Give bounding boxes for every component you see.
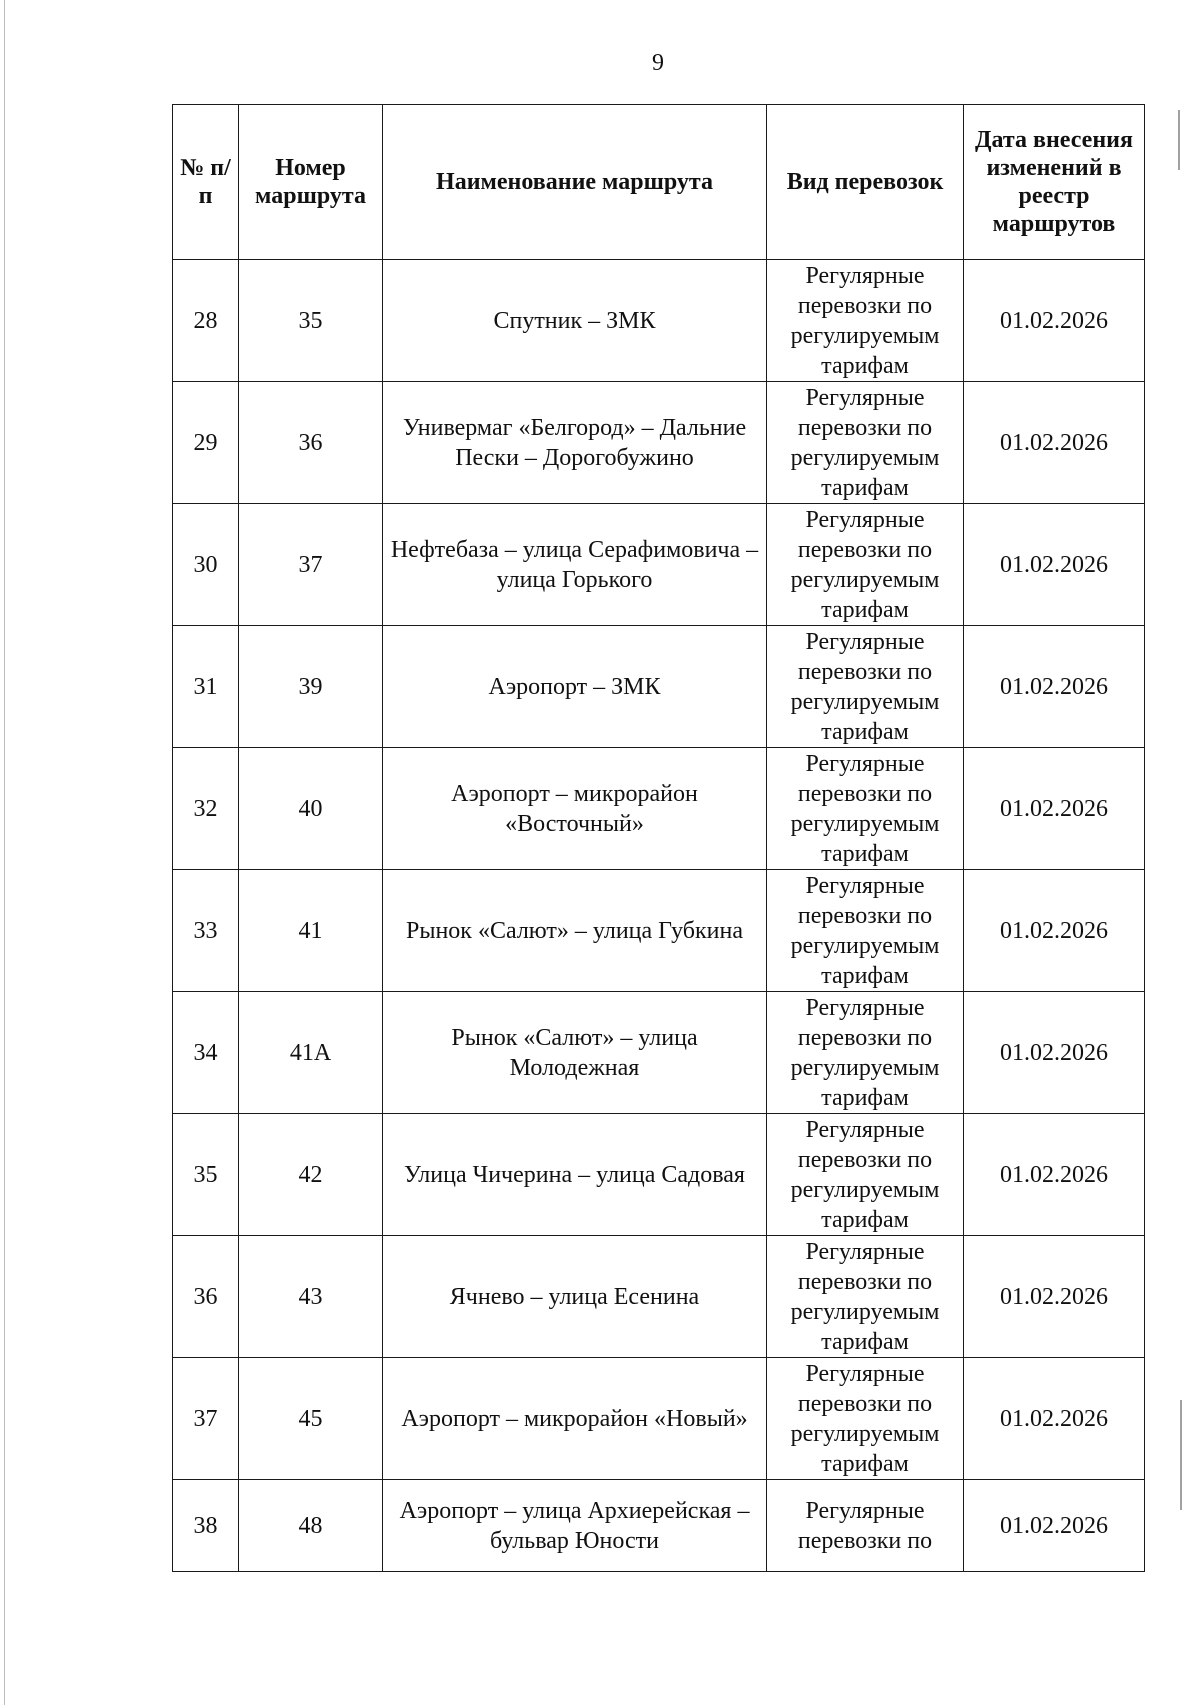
cell-route-number: 39 <box>239 626 383 748</box>
cell-route-number: 41 <box>239 870 383 992</box>
routes-table <box>172 104 1145 1572</box>
header-transport-type: Вид перевозок <box>767 105 964 260</box>
table-row <box>173 992 1145 1114</box>
cell-route-number: 43 <box>239 1236 383 1358</box>
cell-index: 38 <box>173 1480 239 1572</box>
cell-route-number: 35 <box>239 260 383 382</box>
table-row <box>173 382 1145 504</box>
cell-date: 01.02.2026 <box>964 1358 1145 1480</box>
cell-index: 30 <box>173 504 239 626</box>
cell-transport-type: Регулярные перевозки по регулируемым тарифам <box>767 626 964 748</box>
cell-transport-type: Регулярные перевозки по регулируемым тарифам <box>767 260 964 382</box>
cell-route-number: 36 <box>239 382 383 504</box>
cell-date: 01.02.2026 <box>964 1480 1145 1572</box>
table-row <box>173 1480 1145 1572</box>
cell-index: 28 <box>173 260 239 382</box>
cell-route-name: Универмаг «Белгород» – Дальние Пески – Дорогобужино <box>383 382 767 504</box>
cell-transport-type: Регулярные перевозки по регулируемым тарифам <box>767 1358 964 1480</box>
cell-date: 01.02.2026 <box>964 992 1145 1114</box>
cell-date: 01.02.2026 <box>964 748 1145 870</box>
cell-date: 01.02.2026 <box>964 260 1145 382</box>
table-row <box>173 870 1145 992</box>
table-row <box>173 504 1145 626</box>
cell-transport-type: Регулярные перевозки по регулируемым тарифам <box>767 1114 964 1236</box>
header-route-name: Наименование маршрута <box>383 105 767 260</box>
cell-transport-type: Регулярные перевозки по регулируемым тарифам <box>767 748 964 870</box>
scan-edge-mark-left <box>4 0 5 1705</box>
table-header-row <box>173 105 1145 260</box>
cell-route-number: 41А <box>239 992 383 1114</box>
table-row <box>173 748 1145 870</box>
cell-route-number: 42 <box>239 1114 383 1236</box>
cell-transport-type: Регулярные перевозки по <box>767 1480 964 1572</box>
cell-date: 01.02.2026 <box>964 504 1145 626</box>
cell-route-name: Улица Чичерина – улица Садовая <box>383 1114 767 1236</box>
cell-route-number: 48 <box>239 1480 383 1572</box>
cell-index: 35 <box>173 1114 239 1236</box>
cell-route-name: Аэропорт – микрорайон «Новый» <box>383 1358 767 1480</box>
header-route-number: Номер маршрута <box>239 105 383 260</box>
cell-route-name: Рынок «Салют» – улица Молодежная <box>383 992 767 1114</box>
cell-route-name: Аэропорт – ЗМК <box>383 626 767 748</box>
cell-index: 34 <box>173 992 239 1114</box>
routes-table-body <box>173 260 1145 1572</box>
cell-index: 37 <box>173 1358 239 1480</box>
cell-date: 01.02.2026 <box>964 870 1145 992</box>
cell-transport-type: Регулярные перевозки по регулируемым тарифам <box>767 992 964 1114</box>
table-row <box>173 1358 1145 1480</box>
cell-transport-type: Регулярные перевозки по регулируемым тарифам <box>767 504 964 626</box>
cell-date: 01.02.2026 <box>964 1114 1145 1236</box>
cell-route-number: 37 <box>239 504 383 626</box>
table-row <box>173 1236 1145 1358</box>
header-date: Дата внесения изменений в реестр маршрутов <box>964 105 1145 260</box>
table-row <box>173 626 1145 748</box>
scan-edge-mark-right-lower <box>1180 1400 1182 1510</box>
cell-date: 01.02.2026 <box>964 382 1145 504</box>
table-row <box>173 260 1145 382</box>
table-row <box>173 1114 1145 1236</box>
cell-index: 32 <box>173 748 239 870</box>
cell-route-number: 40 <box>239 748 383 870</box>
cell-transport-type: Регулярные перевозки по регулируемым тарифам <box>767 1236 964 1358</box>
cell-date: 01.02.2026 <box>964 1236 1145 1358</box>
cell-route-name: Спутник – ЗМК <box>383 260 767 382</box>
header-index: № п/п <box>173 105 239 260</box>
cell-transport-type: Регулярные перевозки по регулируемым тарифам <box>767 870 964 992</box>
cell-route-name: Аэропорт – улица Архиерейская – бульвар Юности <box>383 1480 767 1572</box>
cell-route-number: 45 <box>239 1358 383 1480</box>
page-number: 9 <box>652 50 664 76</box>
cell-route-name: Рынок «Салют» – улица Губкина <box>383 870 767 992</box>
cell-transport-type: Регулярные перевозки по регулируемым тарифам <box>767 382 964 504</box>
cell-date: 01.02.2026 <box>964 626 1145 748</box>
cell-index: 33 <box>173 870 239 992</box>
cell-index: 29 <box>173 382 239 504</box>
scan-edge-mark-right <box>1178 110 1180 170</box>
cell-route-name: Нефтебаза – улица Серафимовича – улица Горького <box>383 504 767 626</box>
cell-index: 36 <box>173 1236 239 1358</box>
cell-route-name: Аэропорт – микрорайон «Восточный» <box>383 748 767 870</box>
cell-route-name: Ячнево – улица Есенина <box>383 1236 767 1358</box>
cell-index: 31 <box>173 626 239 748</box>
